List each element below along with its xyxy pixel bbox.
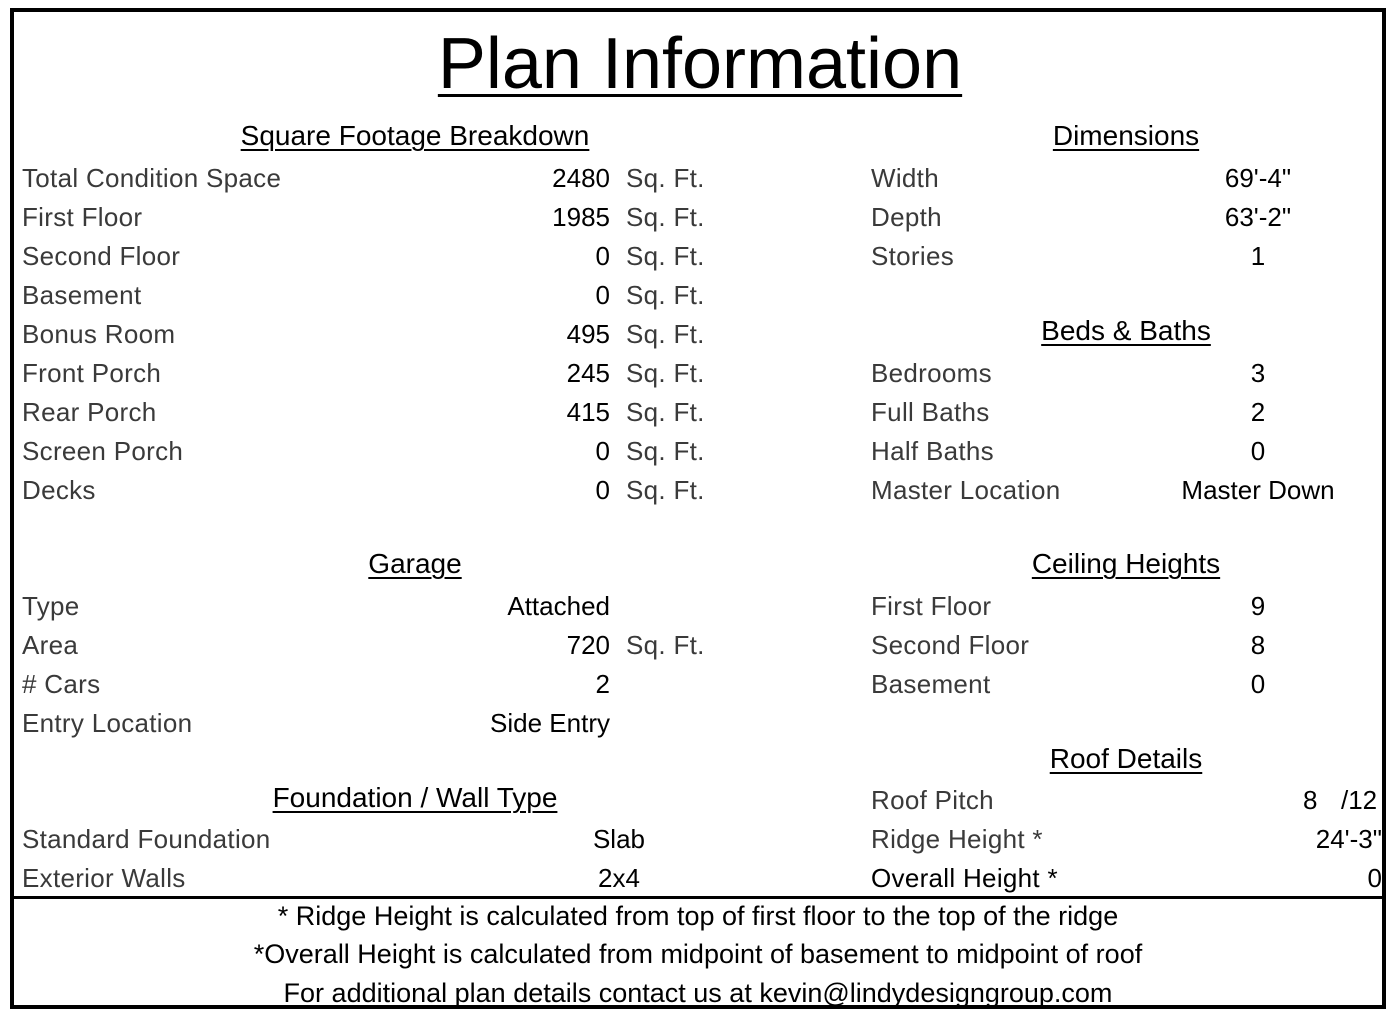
sqft-label: Total Condition Space [22,163,282,193]
sqft-value: 0 [595,475,610,505]
ceiling-value: 8 [1250,630,1266,660]
foundation-label: Standard Foundation [22,824,271,854]
dimensions-heading: Dimensions [1052,120,1200,151]
footnote: *Overall Height is calculated from midpoint of basement to midpoint of roof [253,939,1143,969]
beds-baths-value: 0 [1250,436,1266,466]
ceiling-label: Basement [871,669,991,699]
foundation-heading: Foundation / Wall Type [272,782,558,813]
sqft-label: Second Floor [22,241,181,271]
beds-baths-label: Bedrooms [871,358,992,388]
footnote: * Ridge Height is calculated from top of first floor to the top of the ridge [277,901,1119,931]
beds-baths-value: 2 [1250,397,1266,427]
sqft-label: Decks [22,475,96,505]
beds-baths-value: Master Down [1181,475,1335,505]
page-border [10,8,1386,1009]
page-title: Plan Information [437,24,963,104]
garage-label: Type [22,591,80,621]
dimensions-value: 1 [1250,241,1266,271]
sqft-unit: Sq. Ft. [626,163,705,193]
sqft-value: 0 [595,241,610,271]
roof-label: Ridge Height * [871,824,1043,854]
sqft-unit: Sq. Ft. [626,475,705,505]
roof-label: Overall Height * [871,863,1058,893]
contact-footnote: For additional plan details contact us at kevin@lindydesigngroup.com [283,978,1113,1008]
sqft-unit: Sq. Ft. [626,397,705,427]
sqft-unit: Sq. Ft. [626,358,705,388]
sqft-value: 495 [566,319,610,349]
roof-pitch-value: 8 [1303,785,1318,815]
garage-unit: Sq. Ft. [626,630,705,660]
sqft-label: First Floor [22,202,143,232]
beds-baths-label: Half Baths [871,436,994,466]
sqft-label: Basement [22,280,142,310]
beds-baths-heading: Beds & Baths [1041,315,1211,346]
garage-label: # Cars [22,669,101,699]
sqft-label: Screen Porch [22,436,184,466]
ceiling-label: Second Floor [871,630,1030,660]
dimensions-value: 69'-4" [1224,163,1292,193]
garage-value: 2 [595,669,610,699]
garage-value: 720 [566,630,610,660]
sqft-unit: Sq. Ft. [626,319,705,349]
garage-value: Side Entry [490,708,610,738]
sqft-value: 245 [566,358,610,388]
garage-label: Entry Location [22,708,193,738]
sqft-value: 0 [595,436,610,466]
beds-baths-label: Full Baths [871,397,990,427]
foundation-label: Exterior Walls [22,863,186,893]
dimensions-value: 63'-2" [1224,202,1292,232]
garage-heading: Garage [368,548,462,579]
sqft-unit: Sq. Ft. [626,436,705,466]
sqft-value: 1985 [552,202,610,232]
roof-label: Roof Pitch [871,785,994,815]
roof-value: 0 [1367,863,1382,893]
roof-details-heading: Roof Details [1049,743,1203,774]
sqft-value: 0 [595,280,610,310]
ceiling-label: First Floor [871,591,992,621]
sqft-label: Rear Porch [22,397,157,427]
sqft-unit: Sq. Ft. [626,241,705,271]
sqft-label: Bonus Room [22,319,176,349]
ceiling-value: 9 [1250,591,1266,621]
footnote-divider [10,896,1386,899]
roof-value: 24'-3" [1315,824,1382,854]
sqft-unit: Sq. Ft. [626,202,705,232]
foundation-value: 2x4 [598,863,640,893]
ceiling-value: 0 [1250,669,1266,699]
garage-value: Attached [507,591,610,621]
sqft-value: 2480 [552,163,610,193]
sqft-unit: Sq. Ft. [626,280,705,310]
dimensions-label: Depth [871,202,942,232]
sqft-value: 415 [566,397,610,427]
square-footage-heading: Square Footage Breakdown [240,120,590,151]
dimensions-label: Stories [871,241,955,271]
sqft-label: Front Porch [22,358,162,388]
garage-label: Area [22,630,79,660]
foundation-value: Slab [592,824,646,854]
beds-baths-value: 3 [1250,358,1266,388]
roof-pitch-suffix: /12 [1341,785,1378,815]
dimensions-label: Width [871,163,939,193]
beds-baths-label: Master Location [871,475,1061,505]
ceiling-heights-heading: Ceiling Heights [1031,548,1221,579]
